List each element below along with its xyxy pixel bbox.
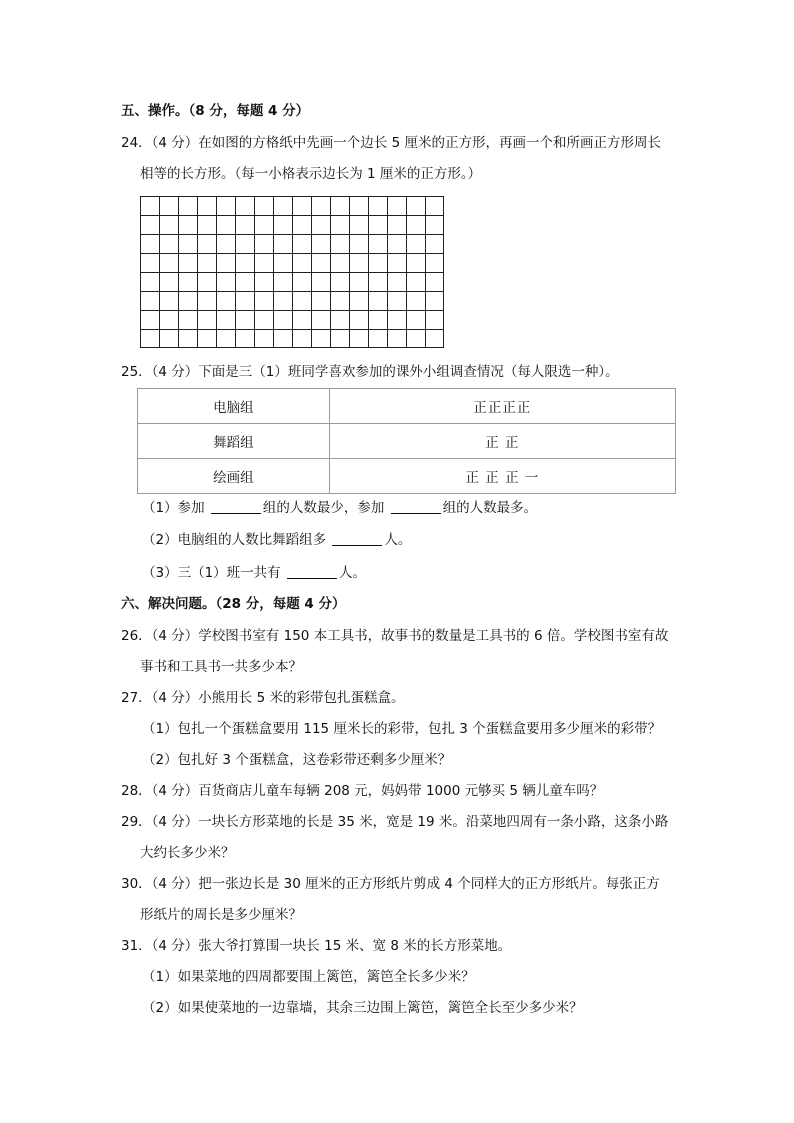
square-grid-paper[interactable] bbox=[140, 196, 444, 348]
q28: 28．（4 分）百货商店儿童车每辆 208 元，妈妈带 1000 元够买 5 辆儿童车吗？ bbox=[121, 783, 604, 799]
table-cell-group: 电脑组 bbox=[138, 389, 330, 424]
table-cell-group: 绘画组 bbox=[138, 459, 330, 494]
q27-sub1: （1）包扎一个蛋糕盒要用 115 厘米长的彩带，包扎 3 个蛋糕盒要用多少厘米的彩带？ bbox=[142, 721, 662, 737]
q25-sub2-text-a: （2）电脑组的人数比舞蹈组多 bbox=[142, 532, 327, 548]
table-cell-tally: 正 正 正 一 bbox=[329, 459, 675, 494]
q25-intro: 25．（4 分）下面是三（1）班同学喜欢参加的课外小组调查情况（每人限选一种）。 bbox=[121, 364, 619, 380]
q25-sub1 bbox=[142, 498, 537, 518]
section5-title: 五、操作。（8 分，每题 4 分） bbox=[121, 103, 310, 119]
q30-line2: 形纸片的周长是多少厘米？ bbox=[140, 907, 302, 923]
q27-sub2: （2）包扎好 3 个蛋糕盒，这卷彩带还剩多少厘米？ bbox=[142, 752, 452, 768]
q25-sub2 bbox=[142, 530, 411, 550]
table-cell-group: 舞蹈组 bbox=[138, 424, 330, 459]
q29-line2: 大约长多少米？ bbox=[140, 845, 235, 861]
table-row bbox=[138, 389, 676, 424]
section6-title: 六、解决问题。（28 分，每题 4 分） bbox=[121, 596, 346, 612]
q24-line1: 24．（4 分）在如图的方格纸中先画一个边长 5 厘米的正方形，再画一个和所画正方形周长 bbox=[121, 135, 661, 151]
table-cell-tally: 正正正正 bbox=[329, 389, 675, 424]
answer-blank-difference[interactable] bbox=[332, 531, 382, 546]
q31: 31．（4 分）张大爷打算围一块长 15 米、宽 8 米的长方形菜地。 bbox=[121, 938, 512, 954]
q25-sub3-text-b: 人。 bbox=[338, 565, 366, 581]
q26-line2: 事书和工具书一共多少本？ bbox=[140, 659, 302, 675]
table-cell-tally: 正 正 bbox=[329, 424, 675, 459]
q24-line2: 相等的长方形。（每一小格表示边长为 1 厘米的正方形。） bbox=[140, 166, 482, 182]
q25-sub3-text-a: （3）三（1）班一共有 bbox=[142, 565, 281, 581]
answer-blank-most[interactable] bbox=[391, 499, 441, 514]
q25-sub1-text-a: （1）参加 bbox=[142, 500, 205, 516]
survey-table bbox=[137, 388, 676, 494]
q26-line1: 26．（4 分）学校图书室有 150 本工具书，故事书的数量是工具书的 6 倍。学校图书室有故 bbox=[121, 628, 669, 644]
answer-blank-total[interactable] bbox=[287, 564, 337, 579]
q25-sub1-text-c: 组的人数最多。 bbox=[442, 500, 538, 516]
q25-sub1-text-b: 组的人数最少，参加 bbox=[262, 500, 385, 516]
q27: 27．（4 分）小熊用长 5 米的彩带包扎蛋糕盒。 bbox=[121, 690, 405, 706]
table-row bbox=[138, 424, 676, 459]
q31-sub2: （2）如果使菜地的一边靠墙，其余三边围上篱笆，篱笆全长至少多少米？ bbox=[142, 1000, 583, 1016]
q31-sub1: （1）如果菜地的四周都要围上篱笆，篱笆全长多少米？ bbox=[142, 969, 475, 985]
table-row bbox=[138, 459, 676, 494]
q25-sub2-text-b: 人。 bbox=[384, 532, 412, 548]
answer-blank-least[interactable] bbox=[211, 499, 261, 514]
q25-sub3 bbox=[142, 563, 366, 583]
q30-line1: 30．（4 分）把一张边长是 30 厘米的正方形纸片剪成 4 个同样大的正方形纸片。每张正方 bbox=[121, 876, 660, 892]
q29-line1: 29．（4 分）一块长方形菜地的长是 35 米，宽是 19 米。沿菜地四周有一条小路，这条小路 bbox=[121, 814, 669, 830]
